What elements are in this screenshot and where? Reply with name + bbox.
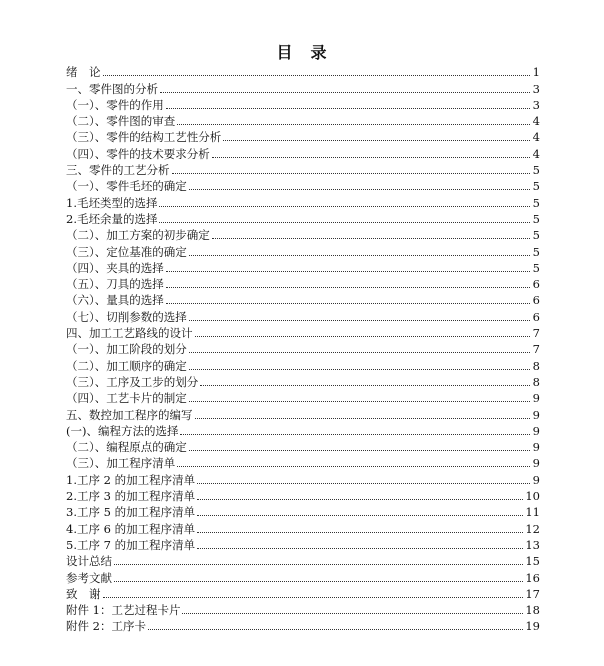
toc-entry-page-number: 8 <box>532 358 540 373</box>
toc-entry-label: （七）、切削参数的选择 <box>66 309 187 324</box>
toc-dot-leader <box>189 368 530 370</box>
toc-entry <box>66 405 540 421</box>
toc-entry-label: 参考文献 <box>66 570 112 585</box>
toc-entry <box>66 291 540 307</box>
toc-entry <box>66 601 540 617</box>
toc-entry <box>66 177 540 193</box>
toc-entry-page-number: 7 <box>532 326 540 341</box>
toc-entry-label: （二）、编程原点的确定 <box>66 440 187 455</box>
toc-dot-leader <box>177 123 530 125</box>
toc-dot-leader <box>195 335 531 337</box>
toc-entry-page-number: 8 <box>532 374 540 389</box>
toc-entry <box>66 568 540 584</box>
toc-dot-leader <box>212 156 530 158</box>
toc-dot-leader <box>166 302 530 304</box>
toc-entry <box>66 193 540 209</box>
toc-entry-label: （三）、零件的结构工艺性分析 <box>66 130 222 145</box>
toc-entry <box>66 63 540 79</box>
toc-entry-page-number: 9 <box>532 472 540 487</box>
toc-entry-page-number: 10 <box>525 489 540 504</box>
toc-dot-leader <box>159 205 530 207</box>
toc-dot-leader <box>223 139 530 141</box>
toc-entry <box>66 161 540 177</box>
toc-entry-page-number: 15 <box>525 554 540 569</box>
toc-entry-label: （一）、加工阶段的划分 <box>66 342 187 357</box>
toc-dot-leader <box>197 531 523 533</box>
toc-entry-page-number: 7 <box>532 342 540 357</box>
toc-entry <box>66 340 540 356</box>
toc-entry-label: 4.工序 6 的加工程序清单 <box>66 521 196 536</box>
toc-entry-label: 5.工序 7 的加工程序清单 <box>66 537 196 552</box>
toc-dot-leader <box>189 319 530 321</box>
toc-dot-leader <box>189 449 530 451</box>
toc-entry-page-number: 9 <box>532 391 540 406</box>
toc-entry-page-number: 5 <box>532 228 540 243</box>
toc-entry-page-number: 9 <box>532 440 540 455</box>
toc-entry <box>66 422 540 438</box>
toc-dot-leader <box>166 286 530 288</box>
toc-entry-page-number: 3 <box>532 97 540 112</box>
toc-entry-label: （三）、工序及工步的划分 <box>66 374 199 389</box>
toc-entry <box>66 96 540 112</box>
toc-entry-label: 三、零件的工艺分析 <box>66 163 170 178</box>
toc-dot-leader <box>182 612 523 614</box>
toc-entry-page-number: 6 <box>532 293 540 308</box>
toc-entry-page-number: 9 <box>532 456 540 471</box>
toc-entry <box>66 519 540 535</box>
toc-entry-page-number: 6 <box>532 309 540 324</box>
toc-entry <box>66 324 540 340</box>
toc-entry <box>66 275 540 291</box>
toc-entry-page-number: 5 <box>532 211 540 226</box>
toc-entry-label: 附件 2：工序卡 <box>66 619 146 634</box>
toc-entry <box>66 585 540 601</box>
toc-entry-label: （五）、刀具的选择 <box>66 277 164 292</box>
toc-dot-leader <box>166 107 530 109</box>
toc-list <box>66 63 540 633</box>
toc-entry-page-number: 4 <box>532 114 540 129</box>
toc-dot-leader <box>148 628 523 630</box>
toc-dot-leader <box>159 221 530 223</box>
toc-dot-leader <box>160 91 530 93</box>
toc-entry-label: （三）、定位基准的确定 <box>66 244 187 259</box>
toc-entry-label: （一）、零件毛坯的确定 <box>66 179 187 194</box>
toc-dot-leader <box>197 498 523 500</box>
toc-entry <box>66 487 540 503</box>
toc-entry-page-number: 17 <box>525 586 540 601</box>
toc-entry-label: （三）、加工程序清单 <box>66 456 176 471</box>
toc-entry-label: （二）、加工方案的初步确定 <box>66 228 210 243</box>
toc-entry-page-number: 4 <box>532 146 540 161</box>
toc-entry <box>66 552 540 568</box>
toc-entry-label: 一、零件图的分析 <box>66 81 158 96</box>
toc-entry-label: 致 谢 <box>66 586 101 601</box>
toc-entry-page-number: 5 <box>532 260 540 275</box>
toc-entry-label: （四）、零件的技术要求分析 <box>66 146 210 161</box>
toc-entry-page-number: 5 <box>532 195 540 210</box>
toc-dot-leader <box>200 384 530 386</box>
toc-entry-label: 四、加工工艺路线的设计 <box>66 326 193 341</box>
toc-entry-label: 2.工序 3 的加工程序清单 <box>66 489 196 504</box>
toc-entry-page-number: 5 <box>532 179 540 194</box>
toc-entry-label: （四）、夹具的选择 <box>66 260 164 275</box>
toc-entry-page-number: 16 <box>525 570 540 585</box>
toc-dot-leader <box>114 580 523 582</box>
toc-dot-leader <box>103 74 531 76</box>
toc-entry <box>66 389 540 405</box>
toc-dot-leader <box>189 254 530 256</box>
toc-dot-leader <box>197 547 523 549</box>
toc-entry-page-number: 6 <box>532 277 540 292</box>
toc-entry-label: （一）、零件的作用 <box>66 97 164 112</box>
toc-entry-label: 附件 1：工艺过程卡片 <box>66 603 181 618</box>
toc-entry <box>66 242 540 258</box>
toc-entry-page-number: 9 <box>532 423 540 438</box>
toc-dot-leader <box>166 270 530 272</box>
toc-dot-leader <box>195 417 531 419</box>
toc-entry <box>66 79 540 95</box>
toc-entry <box>66 503 540 519</box>
toc-entry <box>66 536 540 552</box>
toc-entry-page-number: 18 <box>525 603 540 618</box>
toc-dot-leader <box>177 465 530 467</box>
toc-entry <box>66 307 540 323</box>
toc-entry <box>66 259 540 275</box>
toc-dot-leader <box>189 351 530 353</box>
toc-entry-label: 绪 论 <box>66 65 101 80</box>
toc-dot-leader <box>189 188 530 190</box>
toc-entry <box>66 210 540 226</box>
toc-entry-page-number: 9 <box>532 407 540 422</box>
toc-entry <box>66 144 540 160</box>
toc-dot-leader <box>103 596 524 598</box>
toc-dot-leader <box>197 482 530 484</box>
toc-entry <box>66 373 540 389</box>
toc-entry-label: 3.工序 5 的加工程序清单 <box>66 505 196 520</box>
toc-dot-leader <box>197 514 523 516</box>
toc-entry-label: 1.工序 2 的加工程序清单 <box>66 472 196 487</box>
toc-dot-leader <box>114 563 523 565</box>
toc-entry <box>66 226 540 242</box>
toc-entry-label: 2.毛坯余量的选择 <box>66 211 158 226</box>
toc-title: 目 录 <box>276 43 328 62</box>
toc-entry-page-number: 12 <box>525 521 540 536</box>
toc-dot-leader <box>212 237 530 239</box>
toc-entry-label: 设计总结 <box>66 554 112 569</box>
toc-entry-page-number: 19 <box>525 619 540 634</box>
toc-entry-label: 1.毛坯类型的选择 <box>66 195 158 210</box>
toc-entry-label: （二）、加工顺序的确定 <box>66 358 187 373</box>
toc-entry <box>66 112 540 128</box>
toc-entry-page-number: 3 <box>532 81 540 96</box>
toc-entry-label: (一)、编程方法的选择 <box>66 423 179 438</box>
toc-entry-page-number: 5 <box>532 244 540 259</box>
toc-entry <box>66 128 540 144</box>
toc-dot-leader <box>172 172 531 174</box>
toc-entry-label: （二）、零件图的审查 <box>66 114 176 129</box>
toc-entry-label: （四）、工艺卡片的制定 <box>66 391 187 406</box>
toc-entry-label: 五、数控加工程序的编写 <box>66 407 193 422</box>
toc-entry-label: （六）、量具的选择 <box>66 293 164 308</box>
toc-dot-leader <box>180 433 530 435</box>
toc-entry-page-number: 5 <box>532 163 540 178</box>
toc-entry <box>66 356 540 372</box>
toc-entry <box>66 438 540 454</box>
toc-dot-leader <box>189 400 530 402</box>
toc-entry-page-number: 11 <box>525 505 540 520</box>
toc-entry <box>66 617 540 633</box>
toc-entry <box>66 470 540 486</box>
toc-entry-page-number: 4 <box>532 130 540 145</box>
toc-entry-page-number: 13 <box>525 537 540 552</box>
toc-entry-page-number: 1 <box>532 65 540 80</box>
toc-entry <box>66 454 540 470</box>
